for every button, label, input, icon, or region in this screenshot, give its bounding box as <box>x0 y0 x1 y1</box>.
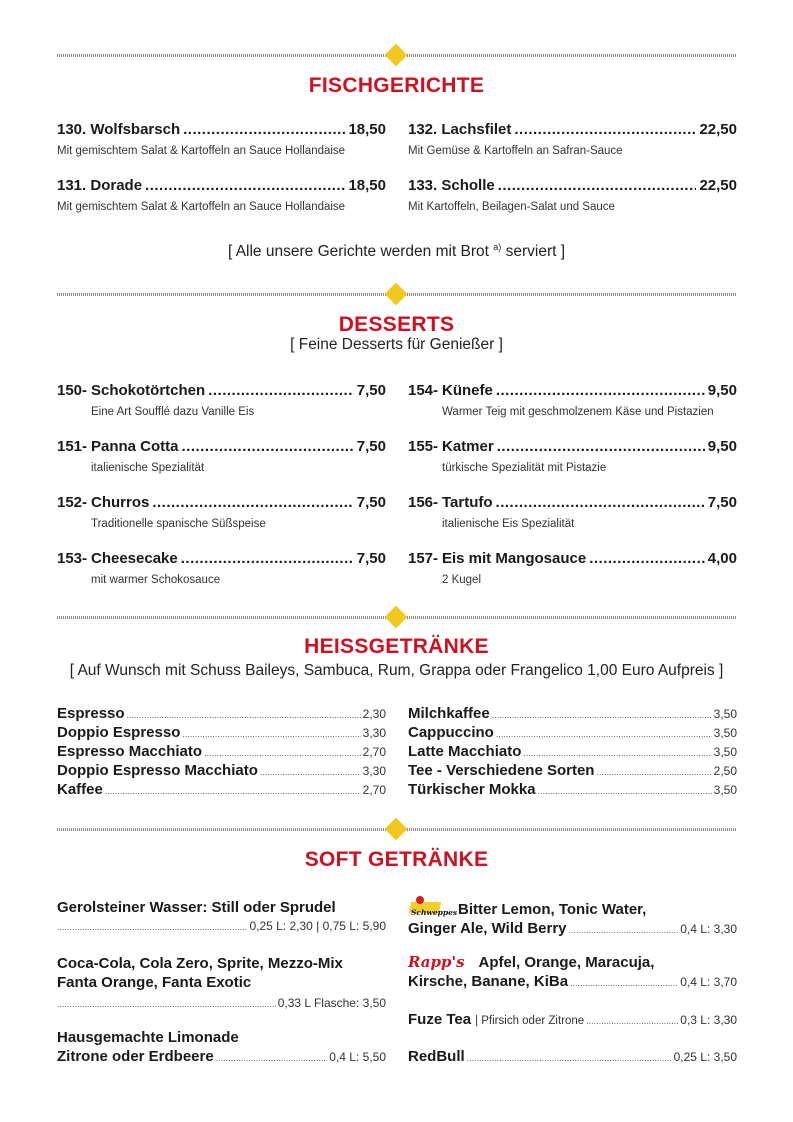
menu-item <box>57 121 386 158</box>
item-number: 150- <box>57 382 88 399</box>
menu-item <box>408 438 737 475</box>
soft-item-limonade <box>57 1028 386 1066</box>
item-number: 155- <box>408 438 439 455</box>
item-price: 22,50 <box>699 177 737 194</box>
item-name: Churros <box>91 494 150 511</box>
soft-item-rapps <box>408 953 737 991</box>
drink-name: Gerolsteiner Wasser: Still oder Sprudel <box>57 899 336 916</box>
drink-name: RedBull <box>408 1048 465 1065</box>
footnote-marker: a) <box>493 242 502 252</box>
section-subtitle: [ Feine Desserts für Genießer ] <box>290 336 503 353</box>
section-divider <box>57 822 737 838</box>
diamond-ornament-icon <box>385 606 408 629</box>
item-description: Eine Art Soufflé dazu Vanille Eis <box>91 406 255 418</box>
item-price: 7,50 <box>356 494 386 511</box>
item-price: 9,50 <box>707 438 737 455</box>
item-description: Mit Kartoffeln, Beilagen-Salat und Sauce <box>408 201 615 213</box>
drink-price: 0,25 L: 2,30 | 0,75 L: 5,90 <box>249 919 386 933</box>
menu-item <box>408 177 737 214</box>
section-title-fisch: FISCHGERICHTE <box>308 74 485 97</box>
item-number: 151- <box>57 438 88 455</box>
list-item <box>408 705 737 724</box>
drink-name: Fanta Orange, Fanta Exotic <box>57 974 252 991</box>
drink-price: 0,33 L Flasche: 3,50 <box>277 996 386 1010</box>
item-description: 2 Kugel <box>442 574 482 586</box>
item-description: Mit gemischtem Salat & Kartoffeln an Sauce Hollandaise <box>57 145 346 157</box>
section-title-soft: SOFT GETRÄNKE <box>304 848 489 871</box>
drink-name: Bitter Lemon, Tonic Water, <box>458 901 647 918</box>
item-price: 7,50 <box>356 438 386 455</box>
drink-name: Latte Macchiato <box>408 743 522 760</box>
schweppes-logo-icon: Schweppes <box>408 896 444 918</box>
item-name: 130. Wolfsbarsch <box>57 121 181 138</box>
item-name: 132. Lachsfilet <box>408 121 512 138</box>
drink-price: 3,50 <box>713 783 737 797</box>
item-description: Mit Gemüse & Kartoffeln an Safran-Sauce <box>408 145 623 157</box>
item-price: 18,50 <box>348 177 386 194</box>
drink-variant: | Pfirsich oder Zitrone <box>475 1015 585 1027</box>
menu-item <box>408 494 737 531</box>
item-name: Panna Cotta <box>91 438 179 455</box>
section-divider <box>57 287 737 303</box>
hot-drinks-right <box>408 705 737 800</box>
section-divider <box>57 610 737 626</box>
menu-item <box>408 121 737 158</box>
item-name: 131. Dorade <box>57 177 143 194</box>
drink-name: Kaffee <box>57 781 103 798</box>
diamond-ornament-icon <box>385 818 408 841</box>
drink-price: 0,3 L: 3,30 <box>680 1013 737 1027</box>
diamond-ornament-icon <box>385 44 408 67</box>
drink-price: 0,25 L: 3,50 <box>673 1050 737 1064</box>
item-name: Schokotörtchen <box>91 382 206 399</box>
list-item <box>408 762 737 781</box>
drink-name: Espresso Macchiato <box>57 743 203 760</box>
soft-item-schweppes <box>408 896 737 938</box>
list-item <box>57 705 386 724</box>
list-item <box>57 762 386 781</box>
drink-price: 3,30 <box>362 764 386 778</box>
drink-name: Milchkaffee <box>408 705 490 722</box>
item-description: mit warmer Schokosauce <box>91 574 221 586</box>
menu-item <box>57 438 386 475</box>
item-description: Mit gemischtem Salat & Kartoffeln an Sauce Hollandaise <box>57 201 346 213</box>
drink-price: 3,50 <box>713 745 737 759</box>
item-price: 4,00 <box>707 550 737 567</box>
rapps-logo-icon: Rapp's <box>408 953 465 971</box>
menu-item <box>57 550 386 587</box>
drink-name: Hausgemachte Limonade <box>57 1029 239 1046</box>
menu-item <box>408 550 737 587</box>
soft-item-redbull <box>408 1047 737 1066</box>
item-name: Tartufo <box>442 494 493 511</box>
drink-name: Coca-Cola, Cola Zero, Sprite, Mezzo-Mix <box>57 955 343 972</box>
drink-name: Tee - Verschiedene Sorten <box>408 762 595 779</box>
item-description: Traditionelle spanische Süßspeise <box>91 518 266 530</box>
drink-name: Ginger Ale, Wild Berry <box>408 920 567 937</box>
drink-name: Zitrone oder Erdbeere <box>57 1048 214 1065</box>
section-subtitle: [ Auf Wunsch mit Schuss Baileys, Sambuca, Rum, Grappa oder Frangelico 1,00 Euro Aufpreis ] <box>69 662 724 679</box>
item-price: 22,50 <box>699 121 737 138</box>
item-number: 153- <box>57 550 88 567</box>
soft-item-fuze <box>408 1010 737 1029</box>
section-title-desserts: DESSERTS <box>338 313 455 336</box>
item-number: 157- <box>408 550 439 567</box>
item-number: 152- <box>57 494 88 511</box>
item-number: 156- <box>408 494 439 511</box>
drink-price: 0,4 L: 5,50 <box>329 1050 386 1064</box>
menu-item <box>408 382 737 419</box>
list-item <box>57 781 386 800</box>
item-description: türkische Spezialität mit Pistazie <box>442 462 607 474</box>
drink-name: Cappuccino <box>408 724 494 741</box>
drink-name: Fuze Tea <box>408 1011 472 1028</box>
soft-item-gerolsteiner <box>57 898 386 933</box>
section-divider <box>57 48 737 64</box>
drink-name: Doppio Espresso <box>57 724 181 741</box>
item-price: 7,50 <box>356 550 386 567</box>
drink-price: 2,50 <box>713 764 737 778</box>
item-name: Katmer <box>442 438 494 455</box>
section-title-heiss: HEISSGETRÄNKE <box>304 635 489 658</box>
menu-item <box>57 494 386 531</box>
list-item <box>408 781 737 800</box>
drink-name: Kirsche, Banane, KiBa <box>408 973 569 990</box>
drink-name: Türkischer Mokka <box>408 781 536 798</box>
menu-item <box>57 177 386 214</box>
drink-price: 2,70 <box>362 783 386 797</box>
drink-price: 2,30 <box>362 707 386 721</box>
drink-price: 3,50 <box>713 726 737 740</box>
item-price: 7,50 <box>356 382 386 399</box>
item-price: 18,50 <box>348 121 386 138</box>
drink-name: Apfel, Orange, Maracuja, <box>478 954 655 971</box>
diamond-ornament-icon <box>385 283 408 306</box>
list-item <box>57 743 386 762</box>
soft-item-cola <box>57 954 386 1010</box>
list-item <box>57 724 386 743</box>
item-name: Künefe <box>442 382 493 399</box>
item-price: 7,50 <box>707 494 737 511</box>
item-number: 154- <box>408 382 439 399</box>
item-name: Cheesecake <box>91 550 178 567</box>
drink-name: Espresso <box>57 705 125 722</box>
drink-price: 3,50 <box>713 707 737 721</box>
list-item <box>408 724 737 743</box>
item-price: 9,50 <box>707 382 737 399</box>
item-description: Warmer Teig mit geschmolzenem Käse und Pistazien <box>442 406 714 418</box>
bread-note: [ Alle unsere Gerichte werden mit Brot $^{a)}$ serviert ] <box>227 242 566 261</box>
hot-drinks-left <box>57 705 386 800</box>
drink-price: 0,4 L: 3,70 <box>680 975 737 989</box>
drink-price: 2,70 <box>362 745 386 759</box>
drink-price: 3,30 <box>362 726 386 740</box>
item-name: Eis mit Mangosauce <box>442 550 587 567</box>
item-description: italienische Eis Spezialität <box>442 518 575 530</box>
list-item <box>408 743 737 762</box>
item-description: italienische Spezialität <box>91 462 205 474</box>
drink-price: 0,4 L: 3,30 <box>680 922 737 936</box>
menu-item <box>57 382 386 419</box>
item-name: 133. Scholle <box>408 177 495 194</box>
drink-name: Doppio Espresso Macchiato <box>57 762 258 779</box>
